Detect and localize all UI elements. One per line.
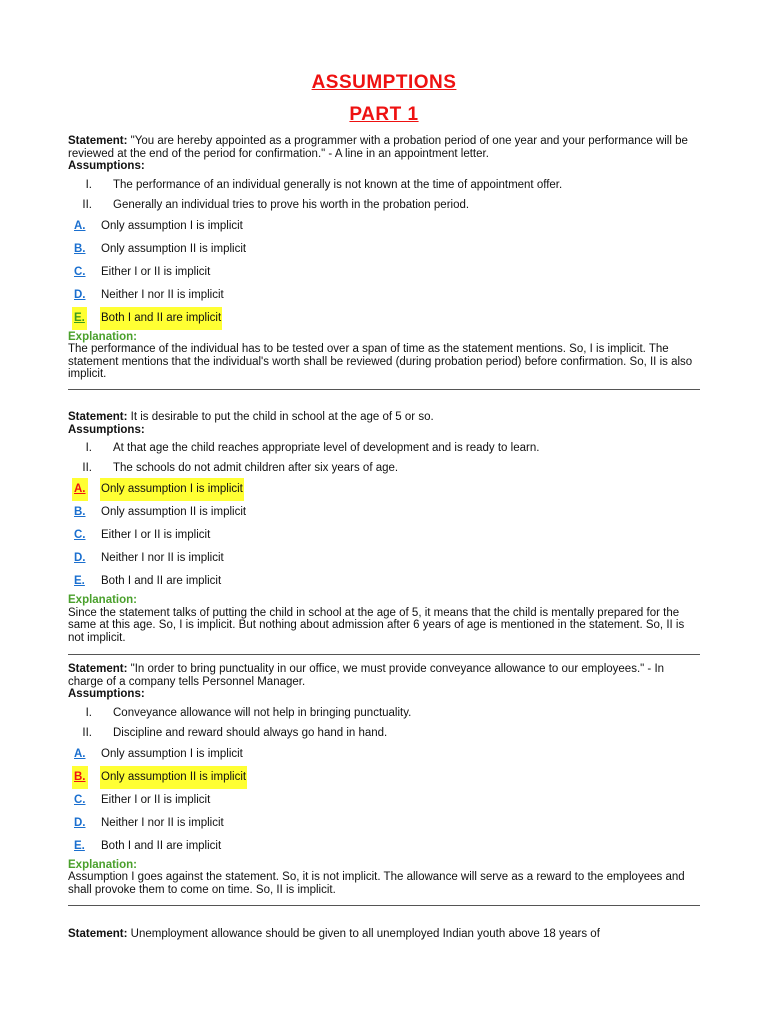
option-letter[interactable]: D. <box>74 552 86 564</box>
assumption-item <box>68 175 700 195</box>
explanation-text: Assumption I goes against the statement. So, it is not implicit. The allowance will serve as a reward to the employees and shall provoke them to come on time. So, II is implicit. <box>68 871 685 896</box>
statement-text: Unemployment allowance should be given to all unemployed Indian youth above 18 years of <box>130 928 600 940</box>
page-title: ASSUMPTIONS <box>311 72 457 93</box>
option-e[interactable] <box>68 570 700 593</box>
option-e[interactable] <box>68 835 700 858</box>
explanation-text: Since the statement talks of putting the child in school at the age of 5, it means that the child is mentally prepared for the same at this age. So, I is implicit. But nothing about admission after 6 years of age is mentioned in the statement. So, II is not implicit. <box>68 606 685 644</box>
option-c[interactable] <box>68 524 700 547</box>
option-a[interactable] <box>68 743 700 766</box>
option-text: Either I or II is implicit <box>101 529 211 541</box>
assumption-item <box>68 723 700 743</box>
option-text: Only assumption II is implicit <box>101 506 247 518</box>
assumption-num: I. <box>85 178 92 191</box>
question-2 <box>68 411 700 644</box>
option-letter[interactable]: E. <box>72 307 87 330</box>
assumption-num: I. <box>85 706 92 719</box>
assumption-num: II. <box>82 726 92 739</box>
option-text: Neither I nor II is implicit <box>101 816 224 829</box>
question-3 <box>68 663 700 896</box>
statement-label: Statement: <box>68 663 128 675</box>
option-text: Neither I nor II is implicit <box>101 288 224 301</box>
assumption-text: Conveyance allowance will not help in bringing punctuality. <box>113 706 412 719</box>
option-b[interactable] <box>68 501 700 524</box>
option-a-correct[interactable] <box>68 478 700 501</box>
statement <box>68 411 700 424</box>
statement-text: "In order to bring punctuality in our office, we must provide conveyance allowance to our employees." - In charge of a company tells Personnel Manager. <box>68 663 665 688</box>
option-text: Only assumption II is implicit <box>101 242 247 255</box>
statement-label: Statement: <box>68 135 128 147</box>
option-text: Only assumption I is implicit <box>100 478 244 501</box>
divider <box>68 654 700 655</box>
option-text: Only assumption I is implicit <box>101 747 243 760</box>
assumptions-label: Assumptions: <box>68 423 145 436</box>
assumption-num: I. <box>85 442 92 454</box>
option-text: Both I and II are implicit <box>100 307 222 330</box>
option-c[interactable] <box>68 261 700 284</box>
option-text: Either I or II is implicit <box>101 265 211 278</box>
assumption-text: The schools do not admit children after six years of age. <box>113 462 399 474</box>
assumption-num: II. <box>82 198 92 211</box>
option-letter[interactable]: D. <box>74 288 86 301</box>
option-a[interactable] <box>68 215 700 238</box>
assumption-text: Generally an individual tries to prove his worth in the probation period. <box>113 198 470 211</box>
question-1 <box>68 135 700 381</box>
explanation-label: Explanation: <box>68 858 138 871</box>
option-letter[interactable]: C. <box>74 265 86 278</box>
option-text: Only assumption I is implicit <box>101 219 243 232</box>
assumptions-label: Assumptions: <box>68 160 145 172</box>
option-letter[interactable]: B. <box>74 506 86 518</box>
option-d[interactable] <box>68 812 700 835</box>
option-d[interactable] <box>68 284 700 307</box>
option-letter[interactable]: A. <box>74 747 86 760</box>
option-letter[interactable]: D. <box>74 816 86 829</box>
assumption-item <box>68 438 700 458</box>
statement-text: It is desirable to put the child in school at the age of 5 or so. <box>130 411 434 423</box>
assumption-text: The performance of an individual generally is not known at the time of appointment offer. <box>113 178 563 191</box>
option-e-correct[interactable] <box>68 307 700 330</box>
assumptions-label: Assumptions: <box>68 688 145 700</box>
statement-label: Statement: <box>68 928 128 940</box>
divider <box>68 389 700 390</box>
option-c[interactable] <box>68 789 700 812</box>
assumption-item <box>68 195 700 215</box>
assumption-text: Discipline and reward should always go hand in hand. <box>113 726 388 739</box>
assumption-item <box>68 703 700 723</box>
option-b[interactable] <box>68 238 700 261</box>
option-letter[interactable]: B. <box>72 766 88 789</box>
option-letter[interactable]: A. <box>72 478 88 501</box>
option-text: Both I and II are implicit <box>101 575 222 587</box>
option-text: Either I or II is implicit <box>101 793 211 806</box>
statement-text: "You are hereby appointed as a programmer with a probation period of one year and your performance will be reviewed at the end of the period for confirmation." - A line in an appointment letter. <box>68 135 688 160</box>
statement-label: Statement: <box>68 411 128 423</box>
explanation-label: Explanation: <box>68 594 138 606</box>
option-letter[interactable]: A. <box>74 219 86 232</box>
statement <box>68 135 700 160</box>
page-subtitle: PART 1 <box>349 104 419 125</box>
option-letter[interactable]: E. <box>74 839 85 852</box>
option-text: Neither I nor II is implicit <box>101 552 224 564</box>
option-b-correct[interactable] <box>68 766 700 789</box>
assumption-item <box>68 458 700 478</box>
option-letter[interactable]: E. <box>74 575 85 587</box>
explanation-text: The performance of the individual has to be tested over a span of time as the statement mentions. So, I is implicit. The statement mentions that the individual's worth shall be reviewed (during probation period) before confirmation. So, II is also implicit. <box>68 343 693 380</box>
option-text: Only assumption II is implicit <box>100 766 247 789</box>
option-letter[interactable]: C. <box>74 529 86 541</box>
option-letter[interactable]: B. <box>74 242 86 255</box>
statement <box>68 928 700 941</box>
option-d[interactable] <box>68 547 700 570</box>
divider <box>68 905 700 906</box>
assumption-text: At that age the child reaches appropriate level of development and is ready to learn. <box>113 442 540 454</box>
assumption-num: II. <box>82 462 92 474</box>
statement <box>68 663 700 688</box>
option-text: Both I and II are implicit <box>101 839 222 852</box>
option-letter[interactable]: C. <box>74 793 86 806</box>
explanation-label: Explanation: <box>68 330 138 343</box>
question-4 <box>68 928 700 941</box>
